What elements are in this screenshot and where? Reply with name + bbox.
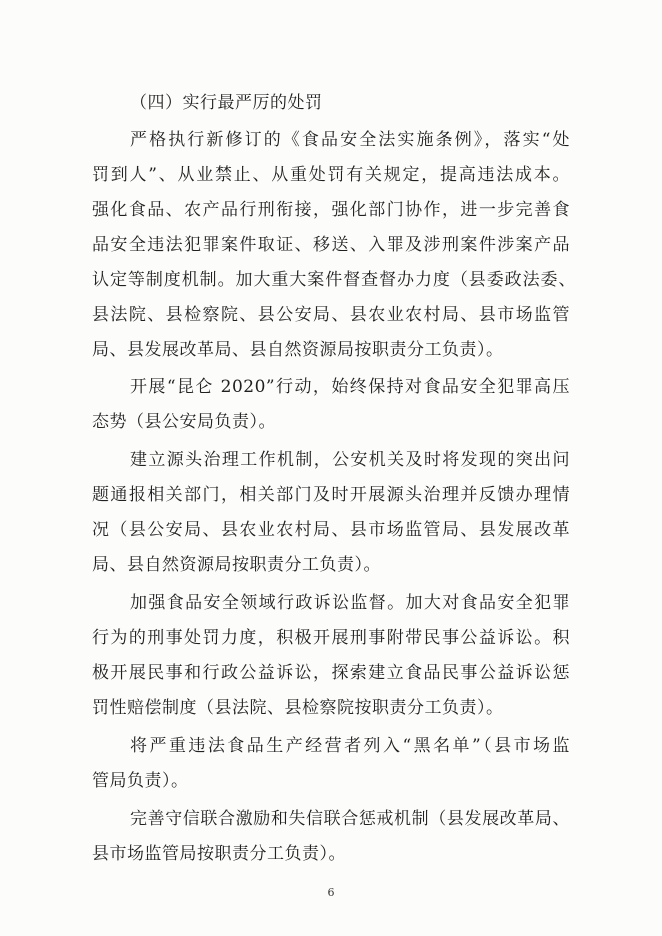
section-heading: （四）实行最严厉的处罚 <box>130 93 323 113</box>
paragraph-line: 罚到人”、从业禁止、从重处罚有关规定，提高违法成本。 <box>92 165 570 185</box>
paragraph-line: 局、县自然资源局按职责分工负责）。 <box>92 555 381 575</box>
paragraph-line: 局、县发展改革局、县自然资源局按职责分工负责）。 <box>92 340 504 360</box>
paragraph-line: 况（县公安局、县农业农村局、县市场监管局、县发展改革 <box>92 520 570 540</box>
paragraph-line: 态势（县公安局负责）。 <box>92 412 276 432</box>
paragraph-line: 品安全违法犯罪案件取证、移送、入罪及涉刑案件涉案产品 <box>92 235 570 255</box>
paragraph-line: 开展“昆仑 2020”行动，始终保持对食品安全犯罪高压 <box>130 377 570 397</box>
paragraph-line: 罚性赔偿制度（县法院、县检察院按职责分工负责）。 <box>92 698 504 718</box>
paragraph-line: 将严重违法食品生产经营者列入“黑名单”（县市场监 <box>130 736 570 756</box>
paragraph-line: 极开展民事和行政公益诉讼，探索建立食品民事公益诉讼惩 <box>92 663 570 683</box>
paragraph-line: 加强食品安全领域行政诉讼监督。加大对食品安全犯罪 <box>130 593 570 613</box>
paragraph-line: 县法院、县检察院、县公安局、县农业农村局、县市场监管 <box>92 305 570 325</box>
paragraph-line: 县市场监管局按职责分工负责）。 <box>92 844 346 864</box>
paragraph-line: 行为的刑事处罚力度，积极开展刑事附带民事公益诉讼。积 <box>92 628 570 648</box>
paragraph-line: 建立源头治理工作机制，公安机关及时将发现的突出问 <box>130 450 570 470</box>
paragraph-line: 完善守信联合激励和失信联合惩戒机制（县发展改革局、 <box>130 809 570 829</box>
paragraph-line: 严格执行新修订的《食品安全法实施条例》，落实“处 <box>130 130 570 150</box>
paragraph-line: 认定等制度机制。加大重大案件督查督办力度（县委政法委、 <box>92 270 576 290</box>
paragraph-line: 管局负责）。 <box>92 771 189 791</box>
paragraph-line: 题通报相关部门，相关部门及时开展源头治理并反馈办理情 <box>92 485 570 505</box>
page-number: 6 <box>327 886 335 899</box>
paragraph-line: 强化食品、农产品行刑衔接，强化部门协作，进一步完善食 <box>92 200 570 220</box>
